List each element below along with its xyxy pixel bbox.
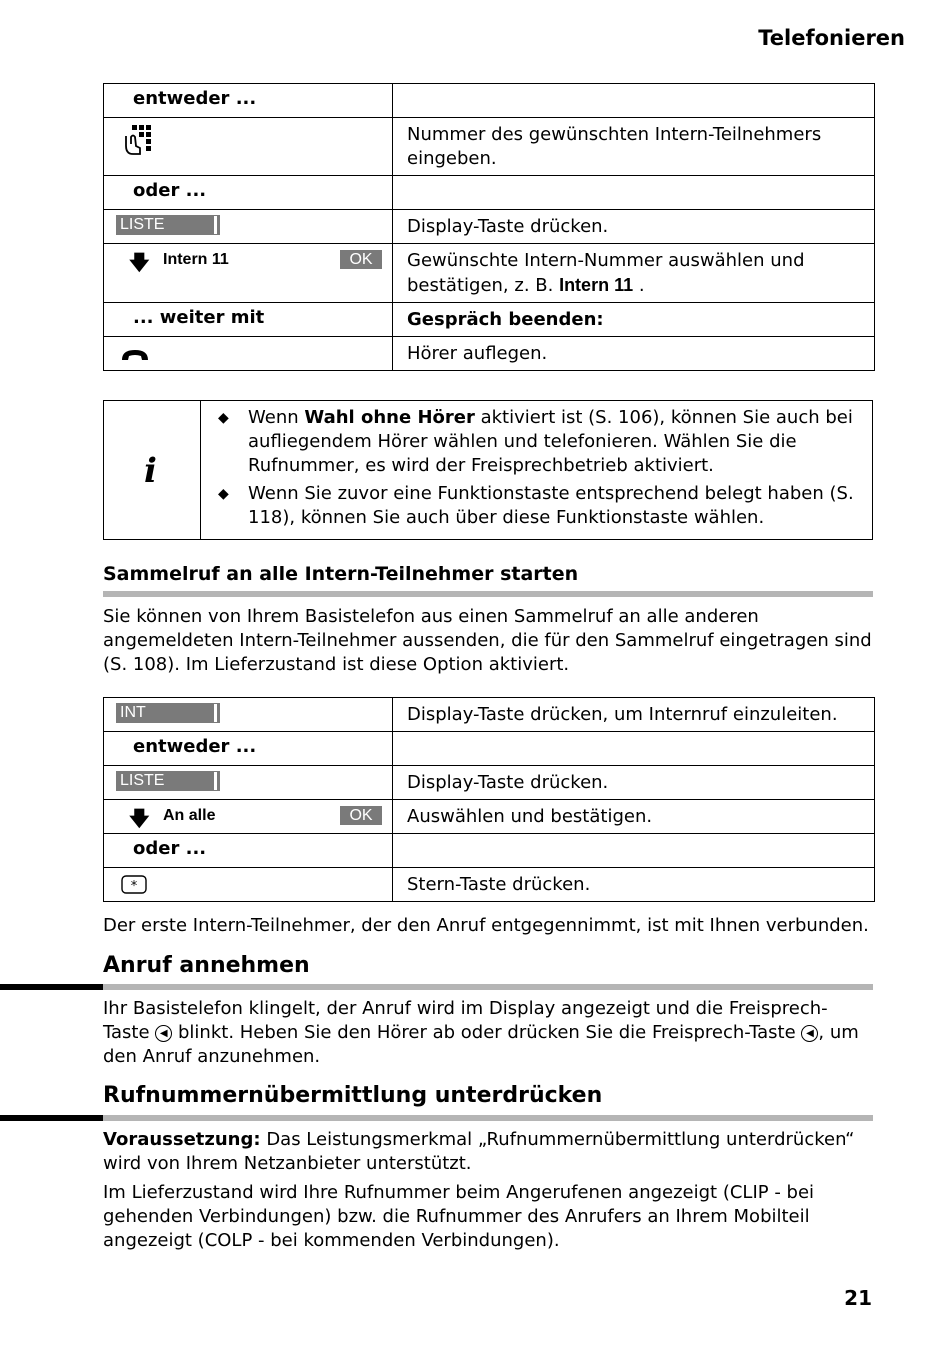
list-item: ◆ Wenn Sie zuvor eine Funktionstaste entsprechend belegt haben (S. 118), können Sie auch über diese Funktionstaste wählen. xyxy=(218,483,854,528)
handset-icon xyxy=(120,346,150,367)
condition-label: entweder ... xyxy=(133,736,257,757)
steps-table-intern xyxy=(103,83,875,371)
condition-label: entweder ... xyxy=(133,88,257,109)
condition-label: ... weiter mit xyxy=(133,307,265,328)
display-key-liste: LISTE xyxy=(116,771,220,791)
diamond-bullet-icon: ◆ xyxy=(218,486,229,502)
table-row: * Stern-Taste drücken. xyxy=(104,868,875,902)
ok-key: OK xyxy=(340,250,382,269)
heading-rule-black xyxy=(0,984,103,990)
menu-entry: An alle xyxy=(163,807,216,824)
table-row: Nummer des gewünschten Intern-Teilnehmers eingeben. xyxy=(104,118,875,176)
section-heading: Rufnummernübermittlung unterdrücken xyxy=(103,1083,603,1108)
speaker-key-icon: ◀ xyxy=(155,1025,172,1042)
table-row xyxy=(104,176,875,210)
table-row: Hörer auflegen. xyxy=(104,337,875,371)
table-row: INT Display-Taste drücken, um Internruf einzuleiten. xyxy=(104,698,875,732)
table-row xyxy=(104,84,875,118)
menu-entry-ref: Intern 11 xyxy=(559,275,634,295)
info-icon: i xyxy=(144,451,157,491)
info-box xyxy=(103,400,873,540)
arrow-down-icon: 🡇 xyxy=(129,806,150,830)
menu-entry: Intern 11 xyxy=(163,251,229,268)
table-row: LISTE Display-Taste drücken. xyxy=(104,210,875,244)
star-key-icon xyxy=(121,875,149,900)
list-item: ◆ Wenn Wahl ohne Hörer aktiviert ist (S. 106), können Sie auch bei aufliegendem Hörer wählen und telefonieren. Wählen Sie die Rufnummer, es wird der Freisprechbetrieb aktiviert. xyxy=(218,407,853,476)
table-row: 🡇 Intern 11 OK Gewünschte Intern-Nummer auswählen und bestätigen, z. B. Intern 11 . xyxy=(104,244,875,303)
table-row: LISTE Display-Taste drücken. xyxy=(104,766,875,800)
heading-rule xyxy=(103,1115,873,1121)
display-key-liste: LISTE xyxy=(116,215,220,235)
condition-label: oder ... xyxy=(133,180,207,201)
table-row xyxy=(104,834,875,868)
section-text: Ihr Basistelefon klingelt, der Anruf wird im Display angezeigt und die Freisprech- Taste ◀ blinkt. Heben Sie den Hörer ab oder drücken Sie die Freisprech-Taste ◀ , um den Anruf anzunehmen. xyxy=(103,998,859,1067)
heading-rule-black xyxy=(0,1115,103,1121)
heading-rule xyxy=(103,984,873,990)
condition-label: oder ... xyxy=(133,838,207,859)
prerequisite-text: Voraussetzung: Das Leistungsmerkmal „Rufnummernübermittlung unterdrücken“ wird von Ihrem Netzanbieter unterstützt. xyxy=(103,1129,855,1174)
steps-table-sammelruf xyxy=(103,697,875,902)
info-list xyxy=(214,406,864,534)
section-heading: Sammelruf an alle Intern-Teilnehmer starten xyxy=(103,563,579,585)
table-row: 🡇 An alle OK Auswählen und bestätigen. xyxy=(104,800,875,834)
section-text: Sie können von Ihrem Basistelefon aus einen Sammelruf an alle anderen angemeldeten Intern-Teilnehmer aussenden, die für den Sammelruf eingetragen sind (S. 108). Im Lieferzustand ist diese Option aktiviert. xyxy=(103,606,872,675)
diamond-bullet-icon: ◆ xyxy=(218,410,229,426)
display-key-int: INT xyxy=(116,703,220,723)
section-text: Im Lieferzustand wird Ihre Rufnummer beim Angerufenen angezeigt (CLIP - bei gehenden Verbindungen) bzw. die Rufnummer des Anrufers an Ihrem Mobilteil angezeigt (COLP - bei kommenden Verbindungen). xyxy=(103,1182,815,1251)
speaker-key-icon: ◀ xyxy=(801,1025,818,1042)
arrow-down-icon: 🡇 xyxy=(129,250,150,274)
running-header: Telefonieren xyxy=(758,26,905,50)
result-text: Der erste Intern-Teilnehmer, der den Anruf entgegennimmt, ist mit Ihnen verbunden. xyxy=(103,915,869,936)
table-row xyxy=(104,732,875,766)
keypad-hand-icon xyxy=(122,124,158,165)
svg-text:*: * xyxy=(130,879,138,894)
page-number: 21 xyxy=(844,1286,872,1310)
table-row: ... weiter mit Gespräch beenden: xyxy=(104,303,875,337)
ok-key: OK xyxy=(340,806,382,825)
heading-rule xyxy=(103,591,873,597)
section-heading: Anruf annehmen xyxy=(103,953,310,978)
